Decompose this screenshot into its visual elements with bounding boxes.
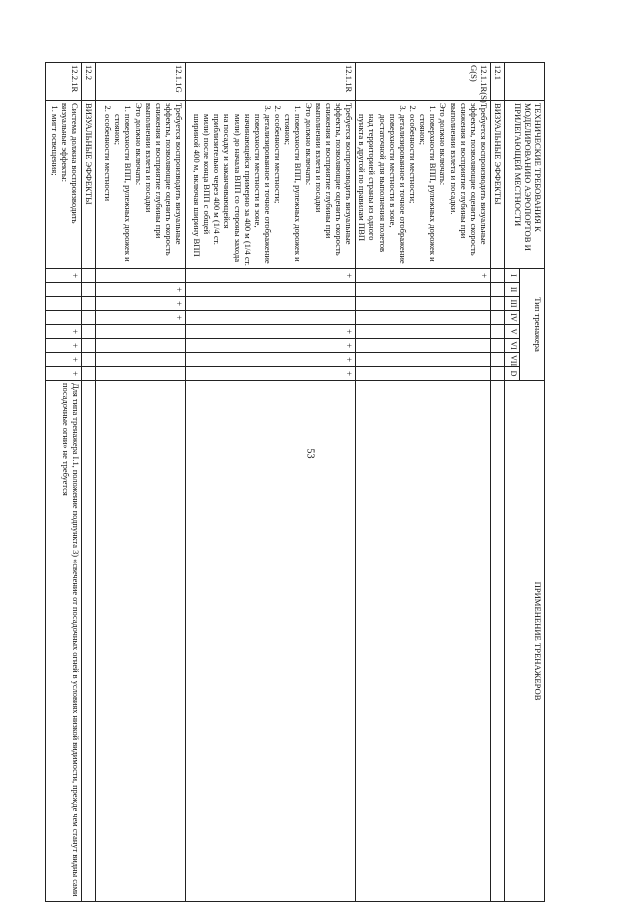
type-mark: + — [186, 367, 356, 381]
type-mark — [356, 339, 491, 353]
requirement-lead: Требуется воспроизводить визуальные эффекты, позволяющие оценить скорость снижения и восприятие глубины при выполнении взлета и посадки — [313, 103, 355, 256]
application-text — [96, 381, 186, 902]
requirement-text — [186, 101, 356, 269]
header-row — [520, 63, 545, 902]
type-mark — [356, 311, 491, 325]
application-text: Для типа тренажера I.1, положение подпункта 3) «свечение от посадочных огней в условиях низкой видимости, прежде чем станут видны сами посадочные огни» не требуется — [46, 381, 82, 902]
application-text — [356, 381, 491, 902]
section-title: ВИЗУАЛЬНЫЕ ЭФФЕКТЫ — [82, 101, 96, 269]
type-mark — [186, 283, 356, 297]
type-mark — [186, 297, 356, 311]
type-mark: + — [186, 353, 356, 367]
requirement-text — [96, 101, 186, 269]
type-label: V — [505, 325, 520, 339]
type-mark — [96, 367, 186, 381]
requirement-text — [356, 101, 491, 269]
type-mark: + — [96, 283, 186, 297]
header-application: ПРИМЕНЕНИЕ ТРЕНАЖЕРОВ — [505, 381, 545, 902]
requirement-intro: Это должно включать: — [303, 103, 314, 186]
requirement-lead: Система должна воспроизводить визуальные эффекты: — [60, 103, 81, 224]
type-label: III — [505, 297, 520, 311]
type-label: D — [505, 367, 520, 381]
requirements-sheet — [25, 62, 545, 902]
requirement-item: 2. особенности местности; — [273, 114, 283, 266]
section-row — [82, 63, 96, 902]
row-code: 12.1 — [491, 63, 505, 101]
requirement-lead: Требуется воспроизводить визуальные эффекты, позволяющие оценить скорость снижения и восприятие глубины при выполнении взлета и посадки — [143, 103, 185, 256]
requirement-item: 3. детализированное и точное отображение поверхности местности в зоне, достаточной для выполнения полетов над территорией страны из одного пункта в другой по правилам ПВП — [357, 114, 408, 266]
requirement-item: 1. поверхности ВПП, рулежных дорожек и стоянок; — [113, 114, 133, 266]
type-mark: + — [186, 269, 356, 283]
row-code: 12.2.1R — [46, 63, 82, 101]
type-mark — [186, 311, 356, 325]
type-mark — [46, 311, 82, 325]
table-row — [96, 63, 186, 902]
requirement-text — [46, 101, 82, 269]
type-mark — [356, 283, 491, 297]
type-mark — [96, 269, 186, 283]
requirement-item: 3. детализированное и точное отображение поверхности местности в зоне, начинающейся примерно за 400 м (1/4 ст. мили) до начала ВПП со стороны захода на посадку и заканчивающейся приблизительно через 400 м (1/4 ст. мили) после конца ВПП с общей шириной 400 м, включая ширину ВПП — [192, 114, 273, 266]
type-mark — [356, 353, 491, 367]
type-label: I — [505, 269, 520, 283]
application-text — [186, 381, 356, 902]
type-mark: + — [46, 353, 82, 367]
type-mark: + — [96, 297, 186, 311]
type-mark: + — [46, 325, 82, 339]
table-row — [46, 63, 82, 902]
header-requirements: ТЕХНИЧЕСКИЕ ТРЕБОВАНИЯ К МОДЕЛИРОВАНИЮ АЭРОПОРТОВ И ПРИЛЕГАЮЩЕЙ МЕСТНОСТИ — [505, 101, 545, 269]
page-number: 53 — [304, 448, 316, 459]
type-label: IV — [505, 311, 520, 325]
requirements-table — [45, 62, 545, 902]
header-code-cell — [505, 63, 545, 101]
type-mark: + — [356, 269, 491, 283]
row-code: 12.1.1G — [96, 63, 186, 101]
type-label: VII — [505, 353, 520, 367]
type-mark — [96, 353, 186, 367]
type-mark — [356, 367, 491, 381]
requirement-item: 1. поверхности ВПП, рулежных дорожек и стоянок; — [418, 114, 438, 266]
table-row — [186, 63, 356, 902]
requirement-item: 1. поверхности ВПП, рулежных дорожек и стоянок; — [283, 114, 303, 266]
type-mark — [356, 325, 491, 339]
type-mark — [96, 339, 186, 353]
row-code: 12.2 — [82, 63, 96, 101]
type-mark — [96, 325, 186, 339]
section-row — [491, 63, 505, 902]
header-type-group: Тип тренажера — [520, 269, 545, 381]
type-mark — [356, 297, 491, 311]
requirement-item: 2. особенности местности — [103, 114, 113, 266]
requirement-lead: Требуется воспроизводить визуальные эффекты, позволяющие оценить скорость снижения и восприятие глубины при выполнении взлета и посадки. — [448, 103, 489, 256]
type-mark: + — [186, 339, 356, 353]
type-mark: + — [46, 269, 82, 283]
type-mark: + — [46, 339, 82, 353]
row-code: 12.1.1R(S) G(S) — [356, 63, 491, 101]
type-mark — [46, 283, 82, 297]
type-mark: + — [186, 325, 356, 339]
type-label: II — [505, 283, 520, 297]
type-mark — [46, 297, 82, 311]
requirement-item: 1. мигт освещения; — [50, 114, 60, 266]
table-row — [356, 63, 491, 902]
requirement-intro: Это должно включать: — [438, 103, 449, 186]
requirement-intro: Это должно включать: — [133, 103, 144, 186]
type-label: VI — [505, 339, 520, 353]
section-title: ВИЗУАЛЬНЫЕ ЭФФЕКТЫ — [491, 101, 505, 269]
requirement-item: 2. особенности местности; — [408, 114, 418, 266]
type-mark: + — [46, 367, 82, 381]
row-code: 12.1.1R — [186, 63, 356, 101]
type-mark: + — [96, 311, 186, 325]
